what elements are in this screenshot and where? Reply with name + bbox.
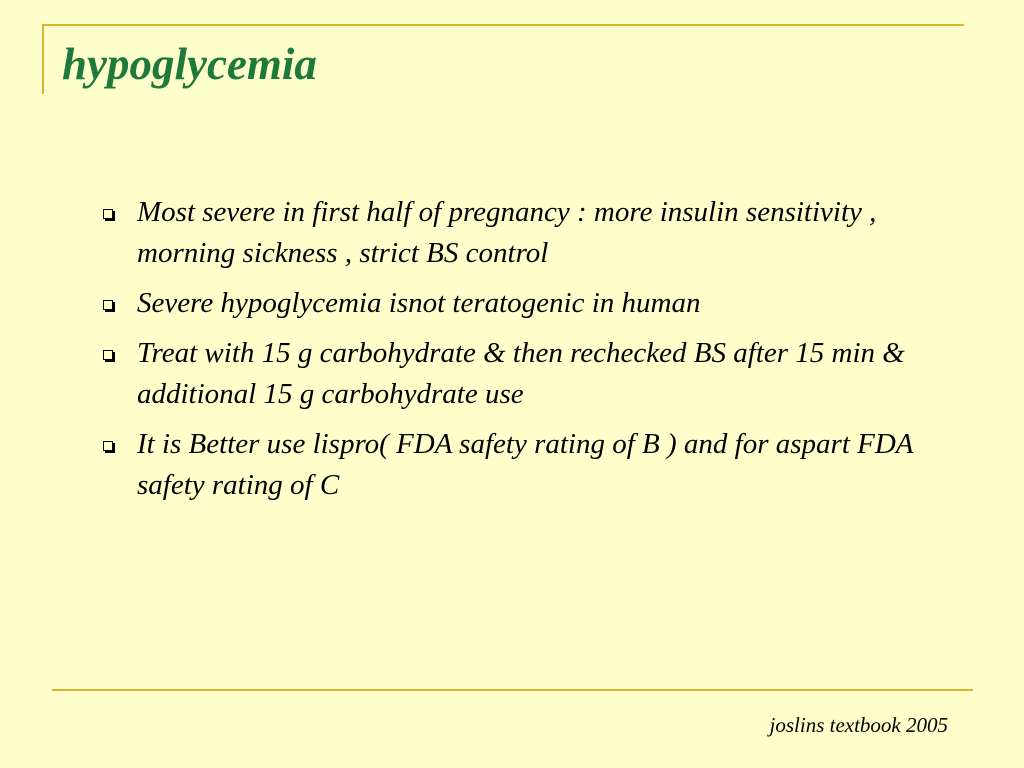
slide-title: hypoglycemia [62, 39, 317, 89]
bullet-text: Severe hypoglycemia isnot teratogenic in human [137, 287, 701, 319]
bullet-text: Most severe in first half of pregnancy : more insulin sensitivity , morning sickness , strict BS control [137, 196, 877, 269]
top-accent-line [43, 24, 964, 26]
bullet-item [100, 192, 940, 274]
bullet-text: Treat with 15 g carbohydrate & then rechecked BS after 15 min & additional 15 g carbohydrate use [137, 337, 905, 410]
hollow-square-bullet-icon [103, 441, 113, 451]
hollow-square-bullet-icon [103, 209, 113, 219]
hollow-square-bullet-icon [103, 300, 113, 310]
bottom-accent-line [52, 689, 973, 691]
footer-citation: joslins textbook 2005 [769, 713, 948, 737]
bullet-text: It is Better use lispro( FDA safety rating of B ) and for aspart FDA safety rating of C [137, 428, 913, 501]
bullet-list [100, 192, 940, 515]
hollow-square-bullet-icon [103, 350, 113, 360]
bullet-item [100, 424, 940, 506]
left-accent-line [42, 24, 44, 94]
bullet-item [100, 283, 940, 324]
bullet-item [100, 333, 940, 415]
